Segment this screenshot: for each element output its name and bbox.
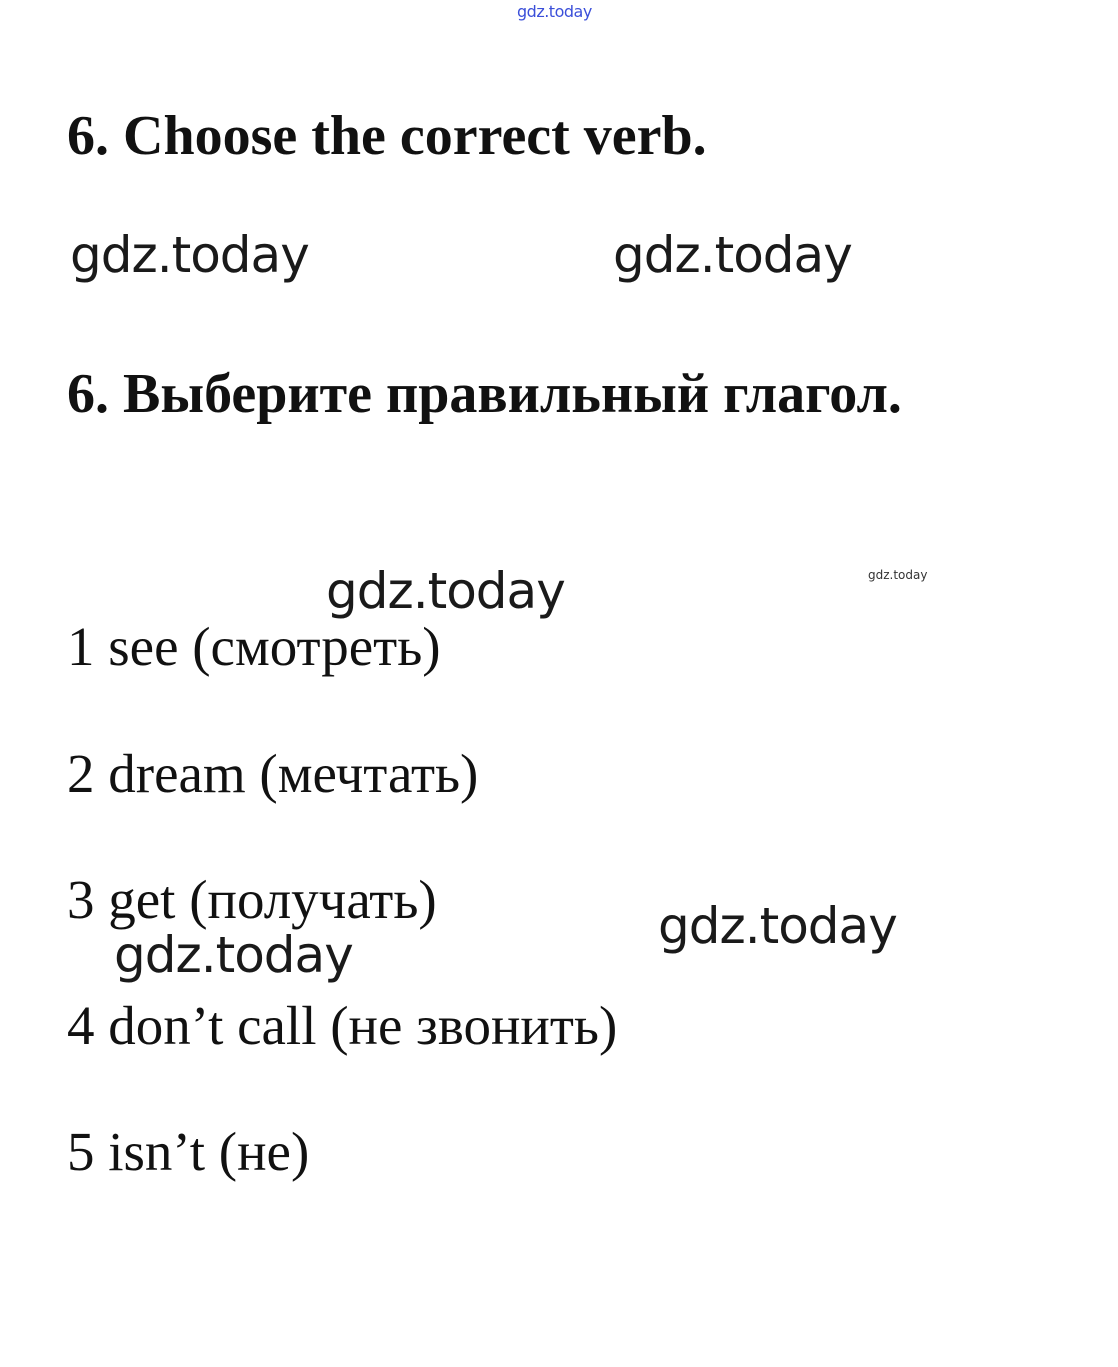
watermark-top: gdz.today xyxy=(517,2,592,21)
watermark-large: gdz.today xyxy=(70,226,309,284)
task-heading-russian: 6. Выберите правильный глагол. xyxy=(67,363,902,425)
answer-item-1: 1 see (смотреть) xyxy=(67,616,441,677)
watermark-small: gdz.today xyxy=(868,568,928,582)
answer-item-3: 3 get (получать) xyxy=(67,869,437,930)
watermark-large: gdz.today xyxy=(326,562,565,620)
watermark-large: gdz.today xyxy=(658,897,897,955)
answer-item-2: 2 dream (мечтать) xyxy=(67,743,479,804)
task-heading-english: 6. Choose the correct verb. xyxy=(67,105,707,167)
answer-item-5: 5 isn’t (не) xyxy=(67,1121,310,1182)
watermark-large: gdz.today xyxy=(114,926,353,984)
answer-item-4: 4 don’t call (не звонить) xyxy=(67,995,618,1056)
watermark-large: gdz.today xyxy=(613,226,852,284)
